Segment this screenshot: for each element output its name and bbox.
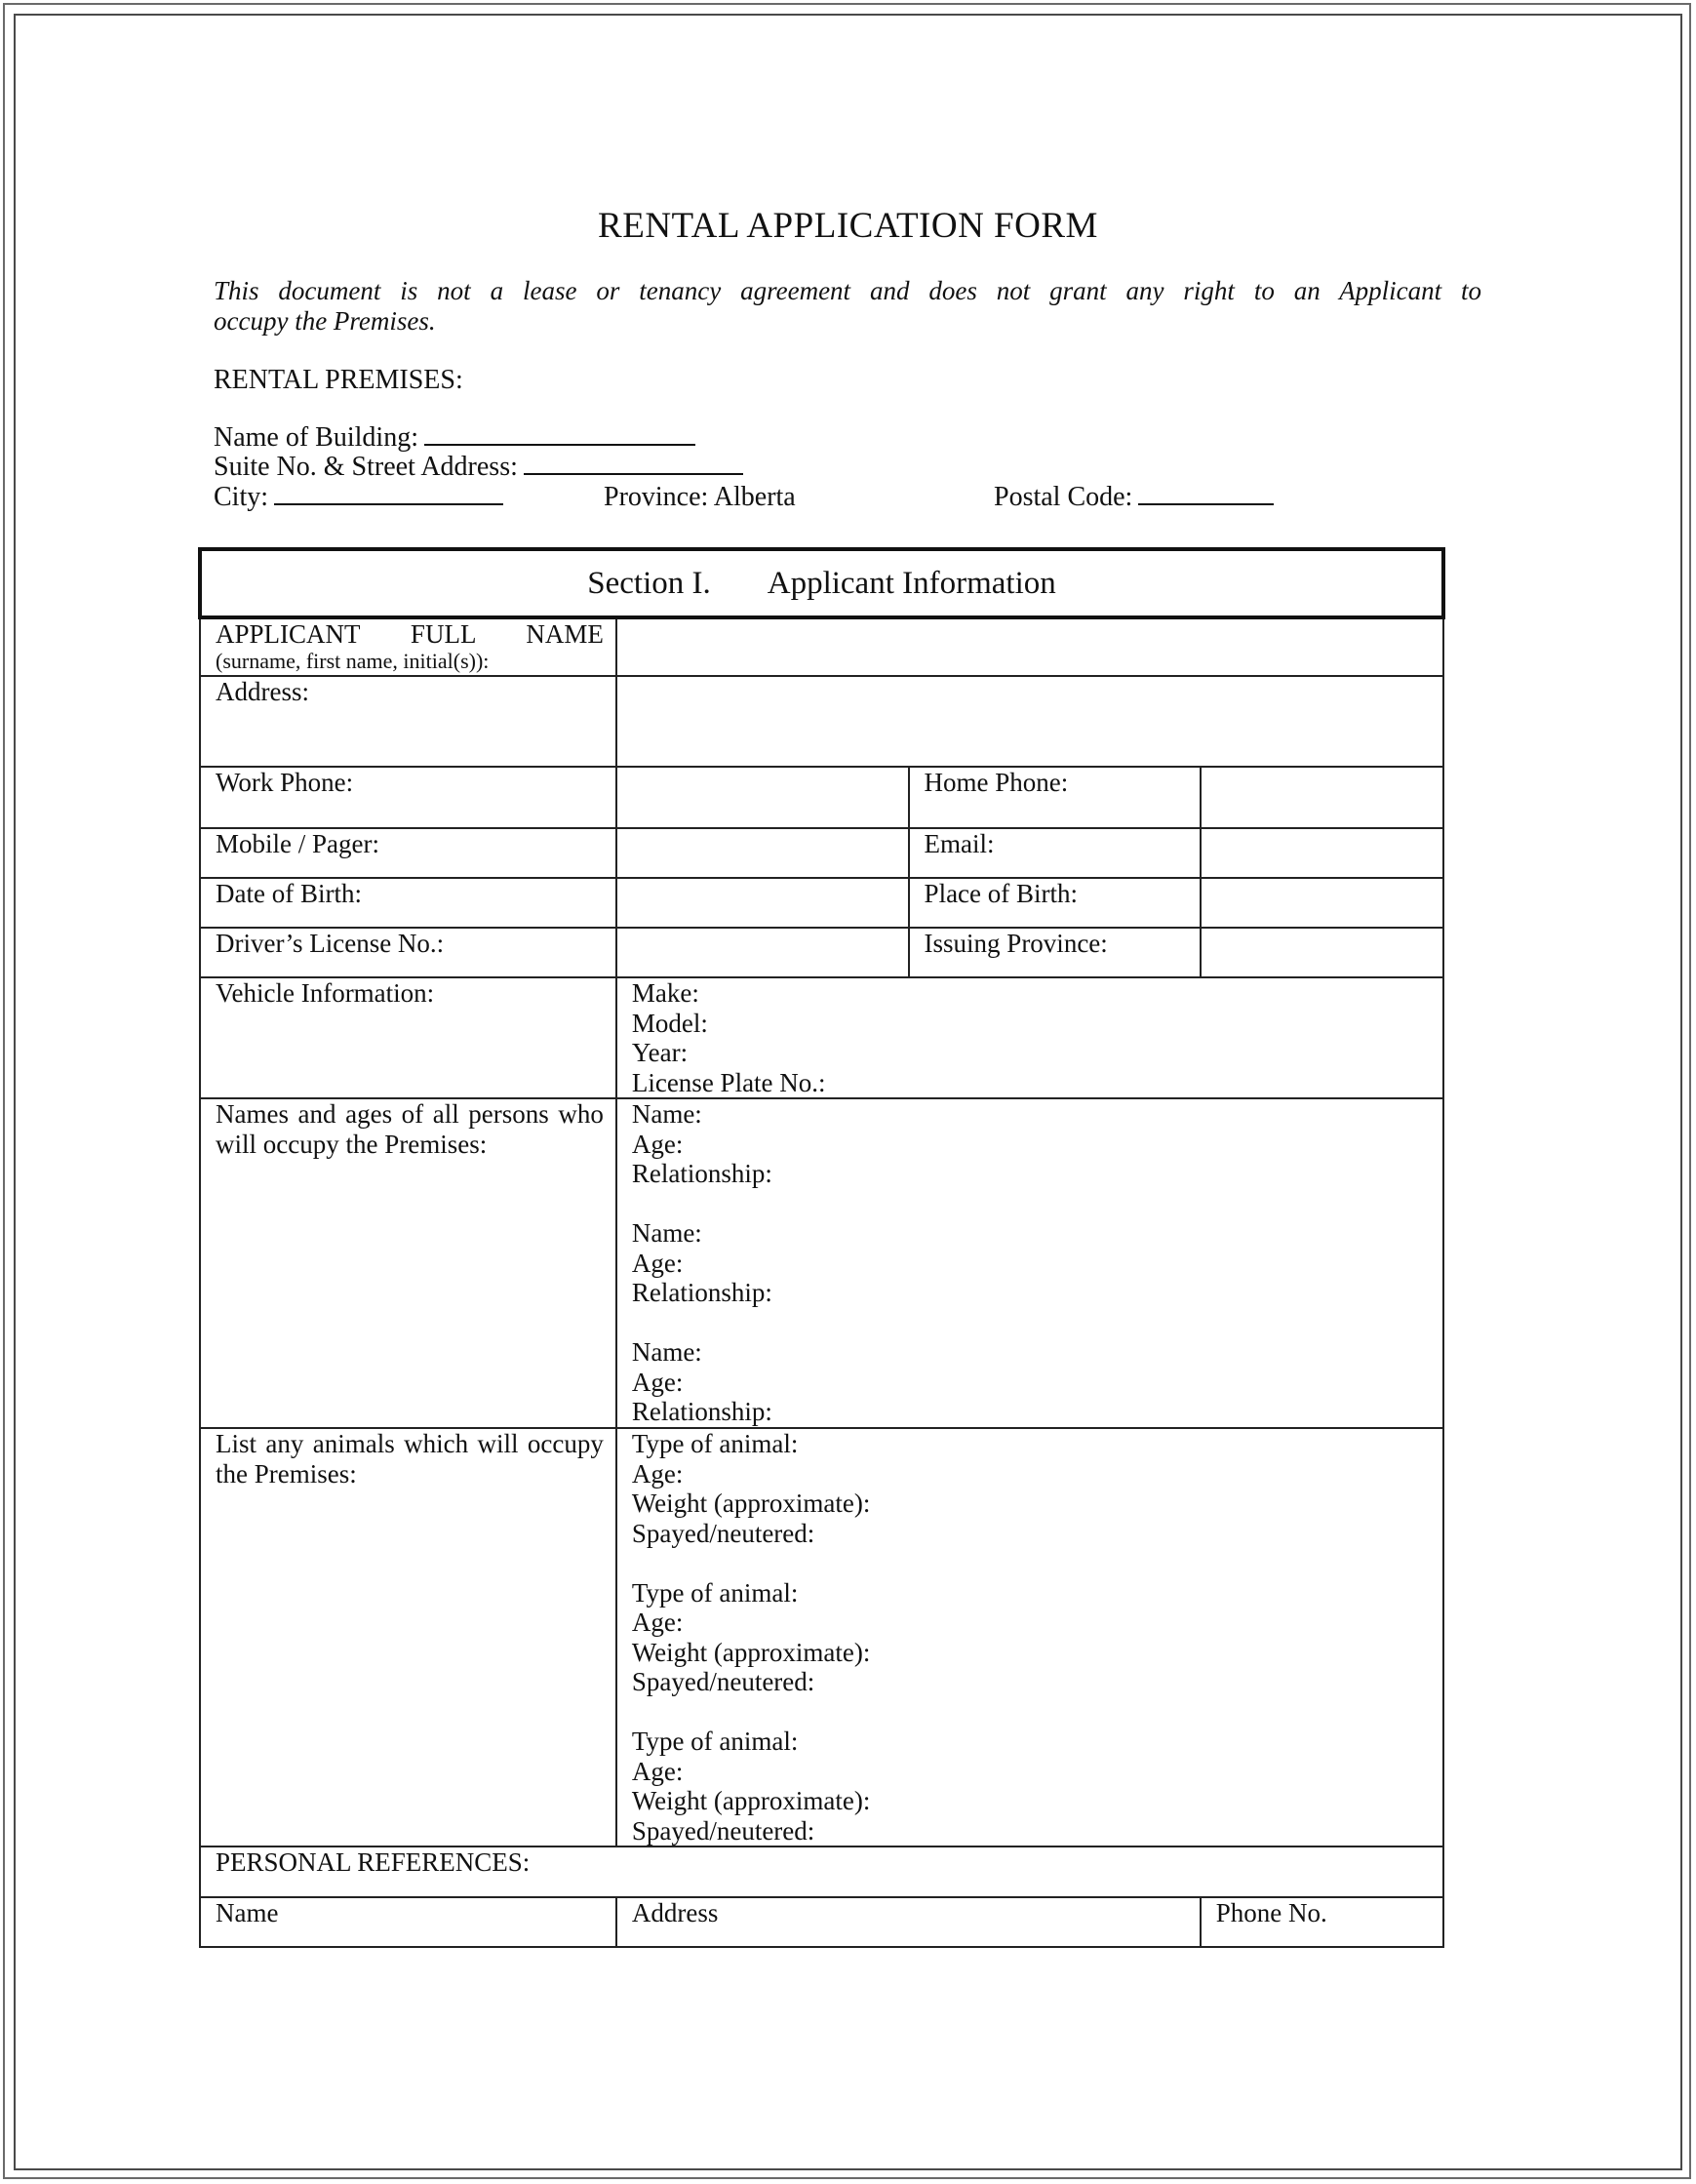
mobile-field[interactable] (616, 828, 909, 878)
disclaimer-line-1: This document is not a lease or tenancy agreement and does not grant any right to an Applicant to (214, 276, 1481, 305)
city-label: City: (214, 482, 269, 512)
street-label: Suite No. & Street Address: (214, 452, 518, 482)
occupants-row (200, 1098, 1443, 1428)
home-phone-label: Home Phone: (909, 767, 1201, 828)
postal-label: Postal Code: (994, 482, 1133, 512)
occupant-3-name: Name: (631, 1337, 702, 1367)
animal-2-age: Age: (631, 1608, 684, 1637)
pob-label: Place of Birth: (909, 878, 1201, 928)
work-phone-field[interactable] (616, 767, 909, 828)
city-line (214, 482, 503, 513)
section-title: Applicant Information (767, 565, 1056, 601)
references-columns-row (200, 1897, 1443, 1947)
occupant-2-name: Name: (631, 1218, 702, 1248)
vehicle-field[interactable] (616, 977, 1443, 1098)
reference-name-column: Name (200, 1897, 616, 1947)
spacer (632, 1189, 1442, 1219)
animal-2-weight: Weight (approximate): (631, 1637, 871, 1667)
pob-field[interactable] (1201, 878, 1443, 928)
address-label: Address: (200, 676, 616, 767)
reference-address-column: Address (616, 1897, 1201, 1947)
issuing-field[interactable] (1201, 928, 1443, 977)
full-name-label-cell (200, 617, 616, 676)
animal-1-spayed: Spayed/neutered: (631, 1518, 815, 1548)
animal-3-type: Type of animal: (631, 1727, 799, 1756)
email-label: Email: (909, 828, 1201, 878)
occupant-3-relationship: Relationship: (631, 1397, 772, 1426)
occupant-2-relationship: Relationship: (631, 1278, 772, 1307)
section-number: Section I. (587, 565, 711, 601)
rental-premises-heading: RENTAL PREMISES: (214, 365, 463, 395)
form-title: RENTAL APPLICATION FORM (598, 206, 1098, 246)
section-header (200, 549, 1443, 617)
postal-blank[interactable] (1138, 482, 1274, 505)
occupant-3-age: Age: (631, 1367, 684, 1397)
dob-label: Date of Birth: (200, 878, 616, 928)
birth-row (200, 878, 1443, 928)
animals-field[interactable] (616, 1428, 1443, 1846)
disclaimer (214, 276, 1481, 337)
vehicle-plate: License Plate No.: (631, 1067, 826, 1097)
issuing-label: Issuing Province: (909, 928, 1201, 977)
animals-row (200, 1428, 1443, 1846)
mobile-label: Mobile / Pager: (200, 828, 616, 878)
animal-3-age: Age: (631, 1756, 684, 1786)
occupant-2-age: Age: (631, 1248, 684, 1278)
work-phone-label: Work Phone: (200, 767, 616, 828)
street-line (214, 452, 743, 483)
animal-1-weight: Weight (approximate): (631, 1489, 871, 1518)
postal-line (994, 482, 1274, 513)
animal-2-spayed: Spayed/neutered: (631, 1667, 815, 1696)
street-blank[interactable] (524, 452, 743, 475)
address-row (200, 676, 1443, 767)
province-text: Province: Alberta (604, 482, 796, 512)
full-name-row (200, 617, 1443, 676)
occupants-field[interactable] (616, 1098, 1443, 1428)
spacer (632, 1308, 1442, 1338)
license-field[interactable] (616, 928, 909, 977)
occupant-1-age: Age: (631, 1129, 684, 1159)
full-name-sublabel: (surname, first name, initial(s)): (216, 648, 490, 673)
license-label: Driver’s License No.: (200, 928, 616, 977)
animal-2-type: Type of animal: (631, 1577, 799, 1608)
mobile-email-row (200, 828, 1443, 878)
city-blank[interactable] (274, 482, 503, 505)
address-field[interactable] (616, 676, 1443, 767)
dob-field[interactable] (616, 878, 909, 928)
animals-label: List any animals which will occupy the Premises: (200, 1428, 616, 1846)
vehicle-label: Vehicle Information: (200, 977, 616, 1098)
occupant-1-name: Name: (631, 1099, 702, 1129)
vehicle-row (200, 977, 1443, 1098)
spacer (632, 1548, 1442, 1578)
references-heading: PERSONAL REFERENCES: (200, 1846, 1443, 1897)
animal-1-type: Type of animal: (631, 1429, 799, 1458)
animal-1-age: Age: (631, 1458, 684, 1489)
building-blank[interactable] (424, 422, 695, 446)
vehicle-model: Model: (631, 1008, 708, 1038)
section-header-row (200, 549, 1443, 617)
phone-row (200, 767, 1443, 828)
license-row (200, 928, 1443, 977)
full-name-label: APPLICANT FULL NAME (216, 619, 604, 649)
vehicle-year: Year: (631, 1038, 689, 1067)
disclaimer-line-2: occupy the Premises. (214, 306, 436, 336)
full-name-field[interactable] (616, 617, 1443, 676)
reference-phone-column: Phone No. (1201, 1897, 1443, 1947)
email-field[interactable] (1201, 828, 1443, 878)
building-label: Name of Building: (214, 422, 418, 453)
spacer (632, 1697, 1442, 1727)
animal-3-spayed: Spayed/neutered: (631, 1815, 815, 1846)
applicant-form-table (198, 547, 1445, 1948)
animal-3-weight: Weight (approximate): (631, 1786, 871, 1815)
references-heading-row (200, 1846, 1443, 1897)
occupant-1-relationship: Relationship: (631, 1159, 772, 1188)
building-line (214, 422, 695, 454)
occupants-label: Names and ages of all persons who will occupy the Premises: (200, 1098, 616, 1428)
home-phone-field[interactable] (1201, 767, 1443, 828)
vehicle-make: Make: (631, 978, 699, 1008)
